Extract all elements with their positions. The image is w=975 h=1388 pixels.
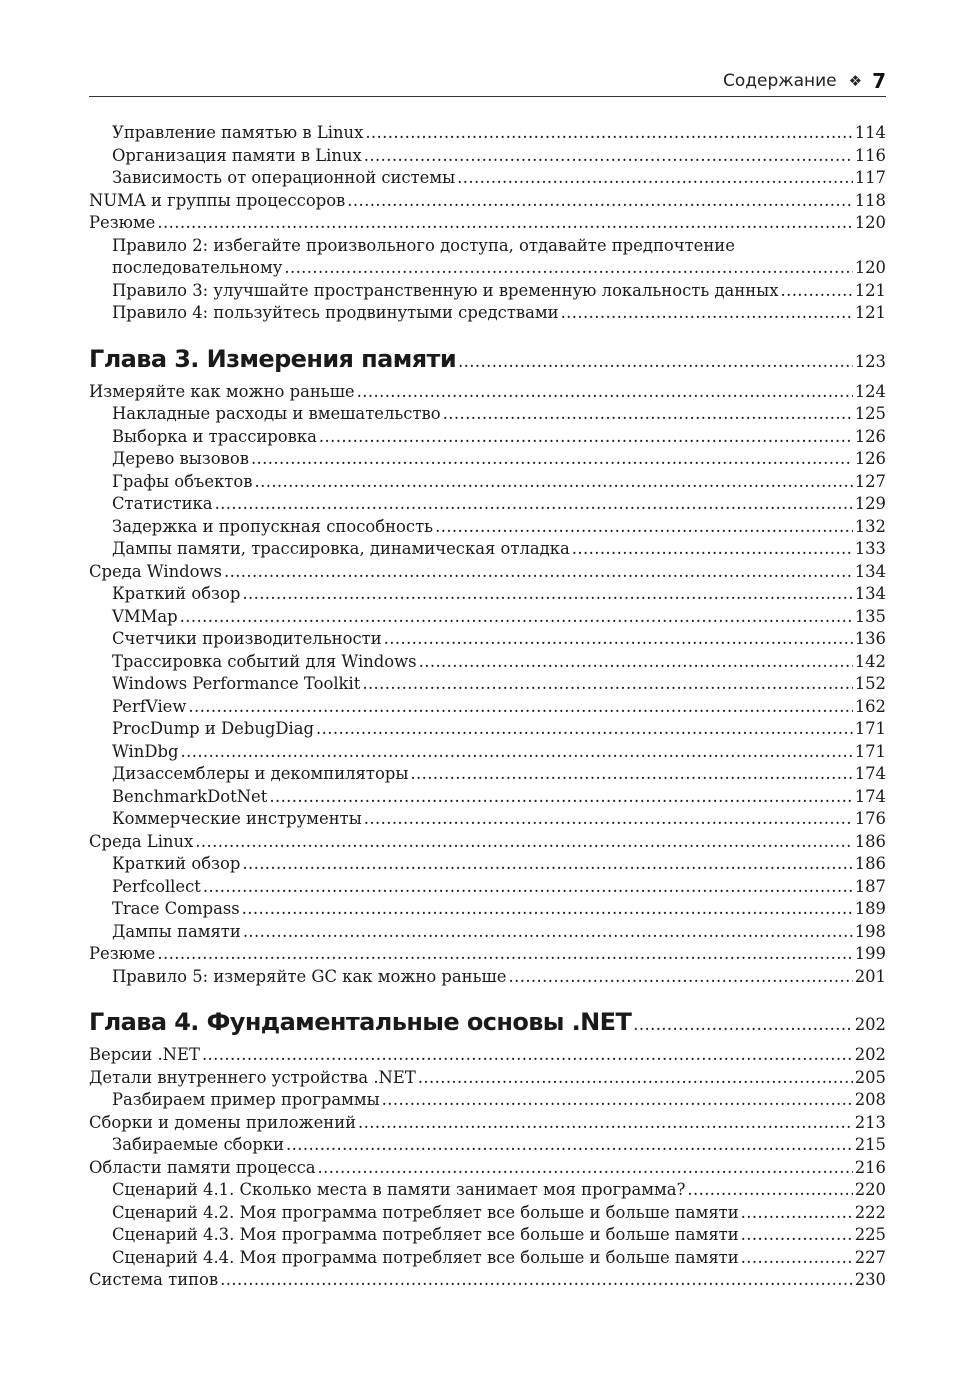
toc-entry[interactable] [89,921,886,944]
toc-entry[interactable] [89,583,886,606]
toc-entry-title: Организация памяти в Linux [112,145,362,165]
toc-entry-title: Trace Compass [112,899,240,918]
toc-entry[interactable] [89,212,886,235]
toc-entry-title: Накладные расходы и вмешательство [112,404,441,423]
toc-entry-title: Трассировка событий для Windows [112,651,417,671]
toc-entry-title: Правило 4: пользуйтесь продвинутыми средствами [112,303,559,322]
toc-entry-title: Версии .NET [89,1045,200,1064]
toc-chapter-3[interactable] [89,345,886,373]
leader-dots [243,921,853,944]
toc-entry[interactable] [89,426,886,449]
toc-entry-page: 174 [854,786,886,806]
toc-entry-title: BenchmarkDotNet [112,786,268,806]
toc-entry[interactable] [89,1157,886,1180]
toc-entry[interactable] [89,516,886,539]
chapter-page: 202 [854,1015,886,1034]
chapter-title: Глава 4. Фундаментальные основы .NET [89,1008,632,1036]
toc-entry-page: 126 [854,449,886,468]
toc-entry-title: Области памяти процесса [89,1157,316,1177]
leader-dots [242,898,853,921]
toc-entry-page: 132 [854,516,886,536]
leader-dots [410,763,852,786]
table-of-contents [89,122,886,1292]
toc-entry-title: Дизассемблеры и декомпиляторы [112,764,409,783]
toc-entry-page: 222 [854,1202,886,1222]
running-header-title: Содержание [722,71,837,91]
leader-dots [316,718,853,741]
chapter-page: 123 [854,351,886,371]
toc-entry-page: 118 [854,190,886,210]
toc-entry-title: Резюме [89,213,156,232]
toc-entry[interactable] [89,257,886,280]
leader-dots [364,808,853,831]
toc-entry-page: 152 [854,674,886,693]
toc-entry[interactable] [89,493,886,516]
toc-entry[interactable] [89,538,886,561]
toc-entry-page: 162 [854,696,886,716]
toc-entry-title: Правило 5: измеряйте GC как можно раньше [112,966,507,986]
toc-entry-title: Детали внутреннего устройства .NET [89,1067,416,1087]
toc-entry[interactable] [89,673,886,696]
leader-dots [741,1224,853,1247]
leader-dots [382,1089,853,1112]
leader-dots [220,1269,853,1292]
leader-dots [418,1067,853,1090]
toc-entry-title: Windows Performance Toolkit [112,674,361,693]
chapter-title: Глава 3. Измерения памяти [89,344,457,373]
leader-dots [357,381,853,404]
toc-entry[interactable] [89,1112,886,1135]
leader-dots [347,190,852,213]
toc-entry[interactable] [89,808,886,831]
toc-entry[interactable] [89,561,886,584]
toc-entry-page: 189 [854,899,886,918]
toc-entry[interactable] [89,1202,886,1225]
toc-entry[interactable] [89,1179,886,1202]
toc-entry-title: Счетчики производительности [112,629,382,648]
leader-dots [458,348,853,376]
toc-entry-page: 116 [854,145,886,165]
leader-dots [561,302,853,325]
leader-dots [358,1112,853,1135]
leader-dots [435,516,853,539]
running-header [89,66,886,97]
four-diamond-ornament-icon: ❖ [848,72,863,90]
leader-dots [687,1179,852,1202]
leader-dots [443,403,853,426]
leader-dots [365,122,852,145]
toc-entry-page: 216 [854,1157,886,1177]
toc-entry-page: 215 [854,1135,886,1154]
toc-entry[interactable] [89,448,886,471]
leader-dots [284,257,852,280]
toc-entry-title: Разбираем пример программы [112,1090,380,1109]
toc-entry-title: NUMA и группы процессоров [89,190,346,210]
page-number: 7 [872,69,886,93]
toc-entry[interactable] [89,1134,886,1157]
toc-entry-title: Краткий обзор [112,584,241,603]
toc-entry-page: 125 [854,404,886,423]
toc-entry-page: 127 [854,471,886,491]
toc-entry-page: 133 [854,539,886,558]
toc-entry-title: Сценарий 4.2. Моя программа потребляет все больше и больше памяти [112,1202,739,1222]
toc-entry-page: 225 [854,1225,886,1244]
toc-block-chapter3 [89,381,886,989]
toc-entry-title: Дампы памяти, трассировка, динамическая отладка [112,539,570,558]
toc-entry-page: 213 [854,1112,886,1132]
toc-entry-page: 176 [854,809,886,828]
toc-entry-title: Выборка и трассировка [112,426,317,446]
toc-entry-page: 171 [854,741,886,761]
toc-entry[interactable] [89,876,886,899]
toc-entry-title: Коммерческие инструменты [112,809,362,828]
leader-dots [780,280,852,303]
leader-dots [318,1157,853,1180]
toc-entry-page: 134 [854,584,886,603]
leader-dots [419,651,853,674]
toc-entry-title: Краткий обзор [112,854,241,873]
leader-dots [251,448,853,471]
toc-chapter-4[interactable] [89,1008,886,1036]
toc-entry-page: 220 [854,1180,886,1199]
toc-entry-title: Сценарий 4.4. Моя программа потребляет все больше и больше памяти [112,1247,739,1267]
toc-entry-page: 120 [854,213,886,232]
toc-block-chapter4 [89,1044,886,1292]
toc-entry[interactable] [89,786,886,809]
toc-entry-page: 186 [854,831,886,851]
toc-entry-page: 205 [854,1067,886,1087]
toc-entry[interactable] [89,235,886,258]
toc-entry-title: Задержка и пропускная способность [112,516,434,536]
toc-entry[interactable] [89,1044,886,1067]
toc-entry-page: 117 [854,168,886,187]
toc-entry[interactable] [89,280,886,303]
toc-entry-title: Среда Windows [89,561,222,581]
toc-entry-title: Управление памятью в Linux [112,123,364,142]
toc-entry[interactable] [89,831,886,854]
toc-entry[interactable] [89,190,886,213]
toc-entry-title: Система типов [89,1270,219,1289]
toc-entry-page: 129 [854,494,886,513]
leader-dots [203,876,853,899]
toc-entry-title: Зависимость от операционной системы [112,168,456,187]
toc-entry-page: 187 [854,876,886,896]
toc-entry-title: ProcDump и DebugDiag [112,719,315,738]
toc-entry-title: Статистика [112,494,213,513]
toc-entry[interactable] [89,943,886,966]
toc-entry-title: Резюме [89,944,156,963]
toc-entry-page: 124 [854,381,886,401]
toc-entry[interactable] [89,966,886,989]
toc-entry-page: 202 [854,1045,886,1064]
toc-entry-page: 198 [854,921,886,941]
toc-entry[interactable] [89,1247,886,1270]
leader-dots [254,471,852,494]
leader-dots [157,943,852,966]
toc-entry-page: 227 [854,1247,886,1267]
toc-entry[interactable] [89,741,886,764]
toc-entry-title: Сборки и домены приложений [89,1112,357,1132]
toc-entry[interactable] [89,167,886,190]
leader-dots [224,561,853,584]
toc-entry[interactable] [89,763,886,786]
toc-entry[interactable] [89,1224,886,1247]
leader-dots [364,145,853,168]
leader-dots [242,583,852,606]
leader-dots [157,212,852,235]
toc-entry[interactable] [89,471,886,494]
leader-dots [572,538,853,561]
leader-dots [286,1134,853,1157]
toc-entry[interactable] [89,853,886,876]
toc-entry-title: Perfcollect [112,876,201,896]
toc-entry-page: 136 [854,629,886,648]
toc-entry[interactable] [89,122,886,145]
toc-entry[interactable] [89,606,886,629]
toc-entry-page: 126 [854,426,886,446]
toc-entry-title: Забираемые сборки [112,1135,285,1154]
toc-entry-page: 142 [854,651,886,671]
toc-entry-title: Графы объектов [112,471,253,491]
toc-entry-page: 186 [854,854,886,873]
toc-entry[interactable] [89,1269,886,1292]
leader-dots [180,741,852,764]
toc-entry-page: 121 [854,280,886,300]
toc-block-chapter2-end [89,122,886,325]
leader-dots [319,426,853,449]
toc-entry[interactable] [89,651,886,674]
toc-entry-page: 230 [854,1270,886,1289]
toc-entry[interactable] [89,302,886,325]
toc-entry-title: Дерево вызовов [112,449,249,468]
toc-entry-page: 114 [854,123,886,142]
toc-entry-title: Правило 2: избегайте произвольного доступа, отдавайте предпочтение [112,235,735,255]
toc-entry-title: последовательному [112,258,283,277]
leader-dots [195,831,852,854]
toc-entry-title: Измеряйте как можно раньше [89,381,355,401]
toc-entry[interactable] [89,1067,886,1090]
toc-entry-page: 134 [854,561,886,581]
toc-entry[interactable] [89,381,886,404]
leader-dots [269,786,852,809]
leader-dots [188,696,852,719]
toc-entry-title: PerfView [112,696,187,716]
toc-entry-page: 121 [854,303,886,322]
toc-entry-page: 208 [854,1090,886,1109]
leader-dots [362,673,852,696]
toc-entry-page: 201 [854,966,886,986]
toc-entry[interactable] [89,145,886,168]
toc-entry-title: Сценарий 4.3. Моя программа потребляет все больше и больше памяти [112,1225,739,1244]
leader-dots [508,966,852,989]
toc-entry-page: 171 [854,719,886,738]
leader-dots [741,1202,853,1225]
leader-dots [633,1011,852,1039]
leader-dots [242,853,852,876]
toc-entry-title: Правило 3: улучшайте пространственную и временную локальность данных [112,280,779,300]
toc-entry-title: Дампы памяти [112,921,241,941]
toc-entry-title: VMMap [112,606,178,626]
leader-dots [741,1247,853,1270]
toc-entry[interactable] [89,403,886,426]
toc-entry[interactable] [89,1089,886,1112]
toc-entry-title: Сценарий 4.1. Сколько места в памяти занимает моя программа? [112,1180,686,1199]
leader-dots [384,628,853,651]
toc-entry-page: 120 [854,258,886,277]
leader-dots [202,1044,853,1067]
leader-dots [180,606,853,629]
leader-dots [215,493,853,516]
toc-entry-page: 174 [854,764,886,783]
toc-entry[interactable] [89,898,886,921]
toc-entry-title: Среда Linux [89,831,194,851]
toc-entry-title: WinDbg [112,741,179,761]
toc-entry[interactable] [89,628,886,651]
toc-entry[interactable] [89,696,886,719]
toc-entry-page: 199 [854,944,886,963]
leader-dots [457,167,853,190]
toc-entry[interactable] [89,718,886,741]
toc-entry-page: 135 [854,606,886,626]
